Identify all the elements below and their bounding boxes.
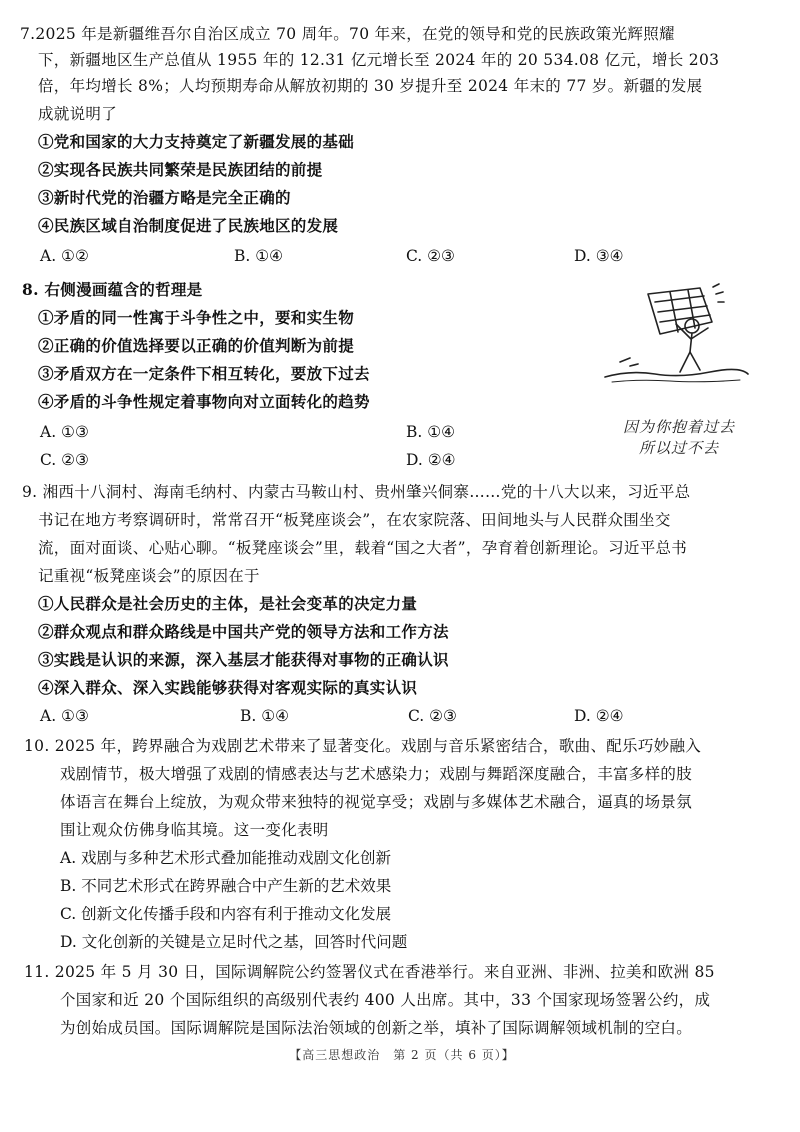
- q8-option-b: B. ①④: [406, 423, 456, 441]
- cartoon-caption-line-2: 所以过不去: [638, 439, 719, 457]
- cartoon-caption-line-1: 因为你抱着过去: [622, 418, 735, 436]
- q9-item-2: ②群众观点和群众路线是中国共产党的领导方法和工作方法: [38, 622, 449, 641]
- q8-item-3: ③矛盾双方在一定条件下相互转化，要放下过去: [38, 364, 370, 383]
- q11-stem-line-3: 为创始成员国。国际调解院是国际法治领域的创新之举，填补了国际调解领域机制的空白。: [60, 1019, 693, 1037]
- q8-option-a: A. ①③: [40, 423, 89, 441]
- q7-stem-line-1: 7.2025 年是新疆维吾尔自治区成立 70 周年。70 年来，在党的领导和党的民族政策光辉照耀: [20, 25, 675, 43]
- q9-option-b: B. ①④: [240, 707, 290, 725]
- q10-stem-line-3: 体语言在舞台上绽放，为观众带来独特的视觉享受；戏剧与多媒体艺术融合，逼真的场景氛: [60, 793, 693, 811]
- q10-option-c: C. 创新文化传播手段和内容有利于推动文化发展: [60, 905, 392, 923]
- q7-item-2: ②实现各民族共同繁荣是民族团结的前提: [38, 160, 323, 179]
- cartoon-illustration: [600, 282, 750, 392]
- q11-stem-line-2: 个国家和近 20 个国际组织的高级别代表约 400 人出席。其中，33 个国家现场签署公约，成: [60, 991, 711, 1009]
- q9-stem-line-3: 流，面对面谈、心贴心聊。“板凳座谈会”里，载着“国之大者”，孕育着创新理论。习近平总书: [38, 539, 688, 557]
- q7-item-1: ①党和国家的大力支持奠定了新疆发展的基础: [38, 132, 355, 151]
- q9-item-1: ①人民群众是社会历史的主体，是社会变革的决定力量: [38, 594, 418, 613]
- q10-option-d: D. 文化创新的关键是立足时代之基，回答时代问题: [60, 933, 408, 951]
- q7-option-d: D. ③④: [574, 247, 624, 265]
- q7-option-b: B. ①④: [234, 247, 284, 265]
- q9-stem-line-1: 9. 湘西十八洞村、海南毛纳村、内蒙古马鞍山村、贵州肇兴侗寨……党的十八大以来，习近平总: [22, 483, 691, 501]
- page-footer: 【高三思想政治 第 2 页（共 6 页）】: [289, 1048, 515, 1062]
- q7-item-4: ④民族区域自治制度促进了民族地区的发展: [38, 216, 339, 235]
- q9-option-d: D. ②④: [574, 707, 624, 725]
- q7-option-a: A. ①②: [40, 247, 89, 265]
- q10-stem-line-4: 围让观众仿佛身临其境。这一变化表明: [60, 821, 329, 839]
- q7-stem-line-3: 倍，年均增长 8%；人均预期寿命从解放初期的 30 岁提升至 2024 年末的 77 岁。新疆的发展: [38, 77, 703, 95]
- q11-stem-line-1: 11. 2025 年 5 月 30 日，国际调解院公约签署仪式在香港举行。来自亚洲、非洲、拉美和欧洲 85: [24, 963, 715, 981]
- q8-item-2: ②正确的价值选择要以正确的价值判断为前提: [38, 336, 355, 355]
- q9-option-a: A. ①③: [40, 707, 89, 725]
- q10-option-b: B. 不同艺术形式在跨界融合中产生新的艺术效果: [60, 877, 392, 895]
- q9-item-4: ④深入群众、深入实践能够获得对客观实际的真实认识: [38, 678, 418, 697]
- q7-stem-line-4: 成就说明了: [38, 105, 118, 123]
- q9-option-c: C. ②③: [408, 707, 457, 725]
- q8-stem: 8. 右侧漫画蕴含的哲理是: [22, 280, 203, 299]
- q9-stem-line-4: 记重视“板凳座谈会”的原因在于: [38, 567, 260, 585]
- q10-stem-line-1: 10. 2025 年，跨界融合为戏剧艺术带来了显著变化。戏剧与音乐紧密结合，歌曲、配乐巧妙融入: [24, 737, 702, 755]
- q8-item-4: ④矛盾的斗争性规定着事物向对立面转化的趋势: [38, 392, 370, 411]
- q10-stem-line-2: 戏剧情节，极大增强了戏剧的情感表达与艺术感染力；戏剧与舞蹈深度融合，丰富多样的肢: [60, 765, 693, 783]
- q8-option-d: D. ②④: [406, 451, 456, 469]
- q10-option-a: A. 戏剧与多种艺术形式叠加能推动戏剧文化创新: [60, 849, 392, 867]
- q9-stem-line-2: 书记在地方考察调研时，常常召开“板凳座谈会”，在农家院落、田间地头与人民群众围坐交: [38, 511, 671, 529]
- q7-stem-line-2: 下，新疆地区生产总值从 1955 年的 12.31 亿元增长至 2024 年的 20 534.08 亿元，增长 203: [38, 51, 720, 69]
- q8-item-1: ①矛盾的同一性寓于斗争性之中，要和实生物: [38, 308, 355, 327]
- q9-item-3: ③实践是认识的来源，深入基层才能获得对事物的正确认识: [38, 650, 449, 669]
- q7-item-3: ③新时代党的治疆方略是完全正确的: [38, 188, 291, 207]
- q8-option-c: C. ②③: [40, 451, 89, 469]
- cartoon-caption: [604, 417, 754, 459]
- q7-option-c: C. ②③: [406, 247, 455, 265]
